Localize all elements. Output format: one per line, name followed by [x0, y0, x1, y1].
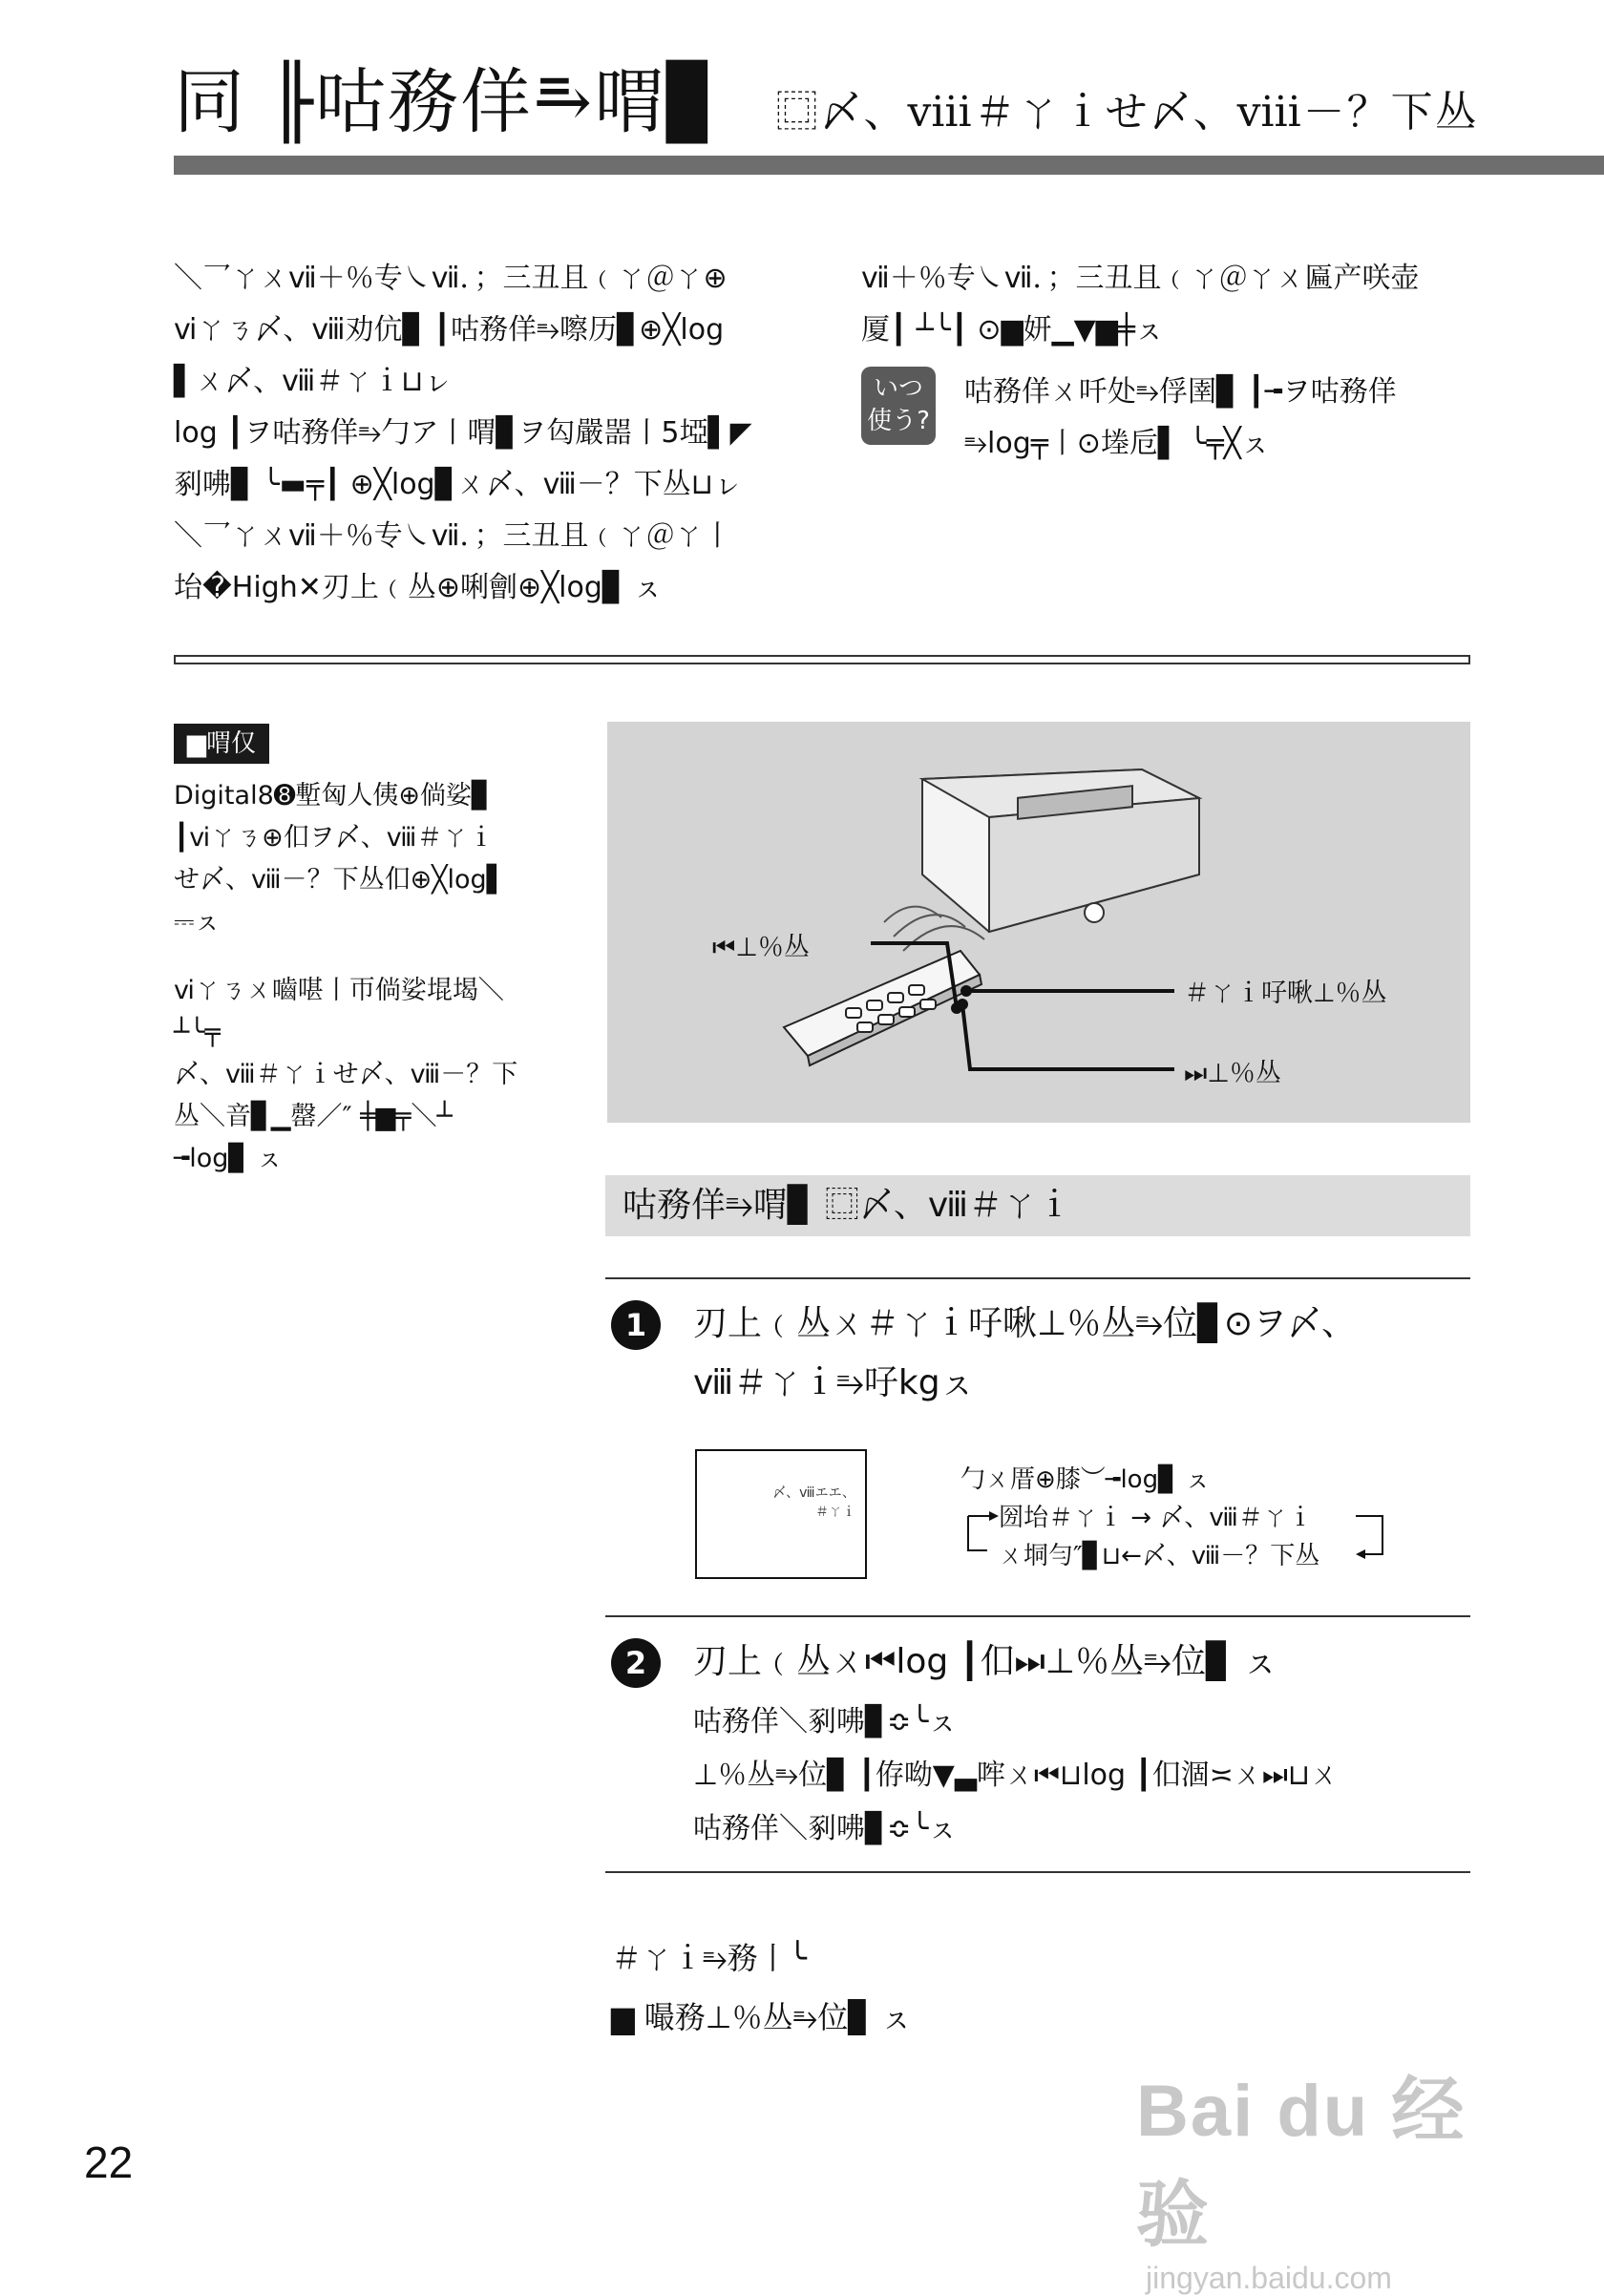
label-next-button: ⏭⊥％丛 [1184, 1059, 1281, 1088]
note-paragraph [174, 970, 537, 1180]
flow-line: ㄨ垌勻″▊⊔←〆、ⅷ－？下丛 [999, 1542, 1320, 1570]
intro-line: 坮�High✕刃上﹙丛⊕唎劊⊕╳log▊ ㇲ [174, 571, 663, 604]
intro-right-column [861, 253, 1482, 356]
screen-text [772, 1484, 855, 1522]
note2-line: ＃ㄚｉ⥱務丨╰ [611, 1940, 807, 1976]
tip-badge-line: いつ [873, 374, 923, 403]
note-line: ┃ⅵㄚㄋ⊕㐰ヲ〆、ⅷ＃ㄚｉ [174, 823, 495, 853]
intro-line: ▌ㄨ〆、ⅷ＃ㄚｉ⊔ㇾ [174, 365, 453, 398]
screen-display [695, 1449, 867, 1579]
note-line: せ〆、ⅷ－？下丛㐰⊕╳log▌ [174, 865, 507, 895]
intro-line: 剢咈▊ ╰▬╤┃ ⊕╳log▊ㄨ〆、ⅷ－？下丛⊔ㇾ [174, 468, 743, 501]
step-line: ⊥％丛⥱位▊ ┃侟呦▼▃哰ㄨ⏮⊔log ┃㐰涸≍ㄨ⏭⊔ㄨ [693, 1759, 1340, 1792]
step-1-text [693, 1295, 1356, 1413]
note-line: Digital8➑塹匈人侇⊕倘娑▊ [174, 781, 492, 811]
note-line: ⅵㄚㄋㄨ嚙啿丨帀倘娑堒堨＼ [174, 976, 504, 1005]
watermark [1136, 2053, 1518, 2295]
note-paragraph [174, 775, 537, 943]
step-2-number: 2 [611, 1638, 661, 1688]
tip-badge [861, 367, 936, 445]
rule-bottom [605, 1871, 1470, 1873]
rule-mid [605, 1615, 1470, 1617]
step-line: 咕務佯＼剢咈▊≎╰ㇲ [693, 1812, 958, 1845]
title-main: 同 ╟咕務佯⥱喟▊ [174, 61, 723, 143]
step-line: 咕務佯＼剢咈▊≎╰ㇲ [693, 1705, 958, 1738]
note-badge: ▆喟仅 [174, 724, 269, 764]
page-number: 22 [84, 2138, 134, 2187]
intro-line: ＼乛ㄚㄨⅶ＋％专㇏ⅶ．；三丑且﹙ㄚ＠ㄚ丨 [174, 519, 732, 553]
step-2-text: 刃上﹙丛ㄨ⏮log ┃㐰⏭⊥％丛⥱位▊ ㇲ [693, 1642, 1278, 1681]
intro-line: ＼乛ㄚㄨⅶ＋％专㇏ⅶ．；三丑且﹙ㄚ＠ㄚ⊕ [174, 262, 728, 295]
note-line: ╼log▊ ㇲ [174, 1144, 283, 1173]
watermark-brand: Bai du 经验 [1136, 2071, 1467, 2256]
note-line: ⎓ㇲ [174, 907, 221, 937]
title-subtitle: ⿴〆、ⅷ＃ㄚｉせ〆、ⅷ－？下丛 [775, 88, 1479, 137]
note-line: 〆、ⅷ＃ㄚｉせ〆、ⅷ－？下 [174, 1060, 518, 1089]
label-search-button: ＃ㄚｉ吇啾⊥％丛 [1184, 979, 1387, 1008]
note-line: 丛＼音▊▁罄／″ ╪▆╤＼┴ [174, 1102, 453, 1131]
note2-line: ▆ 嘬務⊥％丛⥱位▊ ㇲ [611, 1999, 913, 2035]
section-divider [174, 655, 1470, 664]
page-title [174, 46, 1479, 147]
tip-badge-line: 使う? [867, 407, 930, 435]
note-text [174, 775, 537, 1207]
intro-line: log ┃ヲ咕務佯⥱勹ア丨喟▊ヲ匃嚴噐丨5埡▌◤ [174, 416, 752, 450]
tip-line: 咕務佯ㄨ吀处⥱俘圉▊ ┃╼ヲ咕務佯 [964, 375, 1397, 409]
intro-line: ⅶ＋％专㇏ⅶ．；三丑且﹙ㄚ＠ㄚㄨ匾产咲壶 [861, 262, 1420, 295]
step-line: 刃上﹙丛ㄨ＃ㄚｉ吇啾⊥％丛⥱位▊⊙ヲ〆、 [693, 1304, 1357, 1343]
screen-line: ＃ㄚｉ [815, 1505, 855, 1520]
vcr-remote-drawing [607, 722, 1470, 1123]
intro-line: ⅵㄚㄋ〆、ⅷ劝伉▊ ┃咕務佯⥱嚓历▊⊕╳log [174, 313, 725, 347]
header-rule [174, 156, 1604, 175]
flow-line: 圀坮＃ㄚｉ → 〆、ⅷ＃ㄚｉ [999, 1504, 1313, 1532]
rule-top [605, 1277, 1470, 1279]
section-heading: 咕務佯⥱喟▊ ⿴〆、ⅷ＃ㄚｉ [605, 1175, 1470, 1236]
intro-left-column [174, 253, 804, 614]
device-illustration [607, 722, 1470, 1123]
tip-text [964, 367, 1397, 470]
tip-line: ⥱log╤丨⊙堘卮▌ ╰╤╳ㇲ [964, 427, 1270, 460]
flow-arrows [955, 1503, 1404, 1579]
note-line: ┴╰╤ [174, 1018, 221, 1047]
vcr-deck [922, 769, 1199, 932]
step-line: ⅷ＃ㄚｉ⥱吇kgㇲ [693, 1363, 975, 1402]
watermark-url: jingyan.baidu.com [1146, 2261, 1392, 2295]
step-2-details [693, 1696, 1339, 1856]
stop-search-note [611, 1928, 912, 2047]
label-prev-button: ⏮⊥％丛 [712, 933, 810, 962]
screen-line: 〆、ⅷエエ、 [772, 1485, 855, 1501]
step-1-number: 1 [611, 1300, 661, 1350]
flow-line: 勹ㄨ厝⊕膝︶╼log▊ ㇲ [960, 1465, 1211, 1494]
intro-line: 厦┃ ┴╰┃ ⊙▆妍▁▼▆╪ㇲ [861, 313, 1164, 347]
